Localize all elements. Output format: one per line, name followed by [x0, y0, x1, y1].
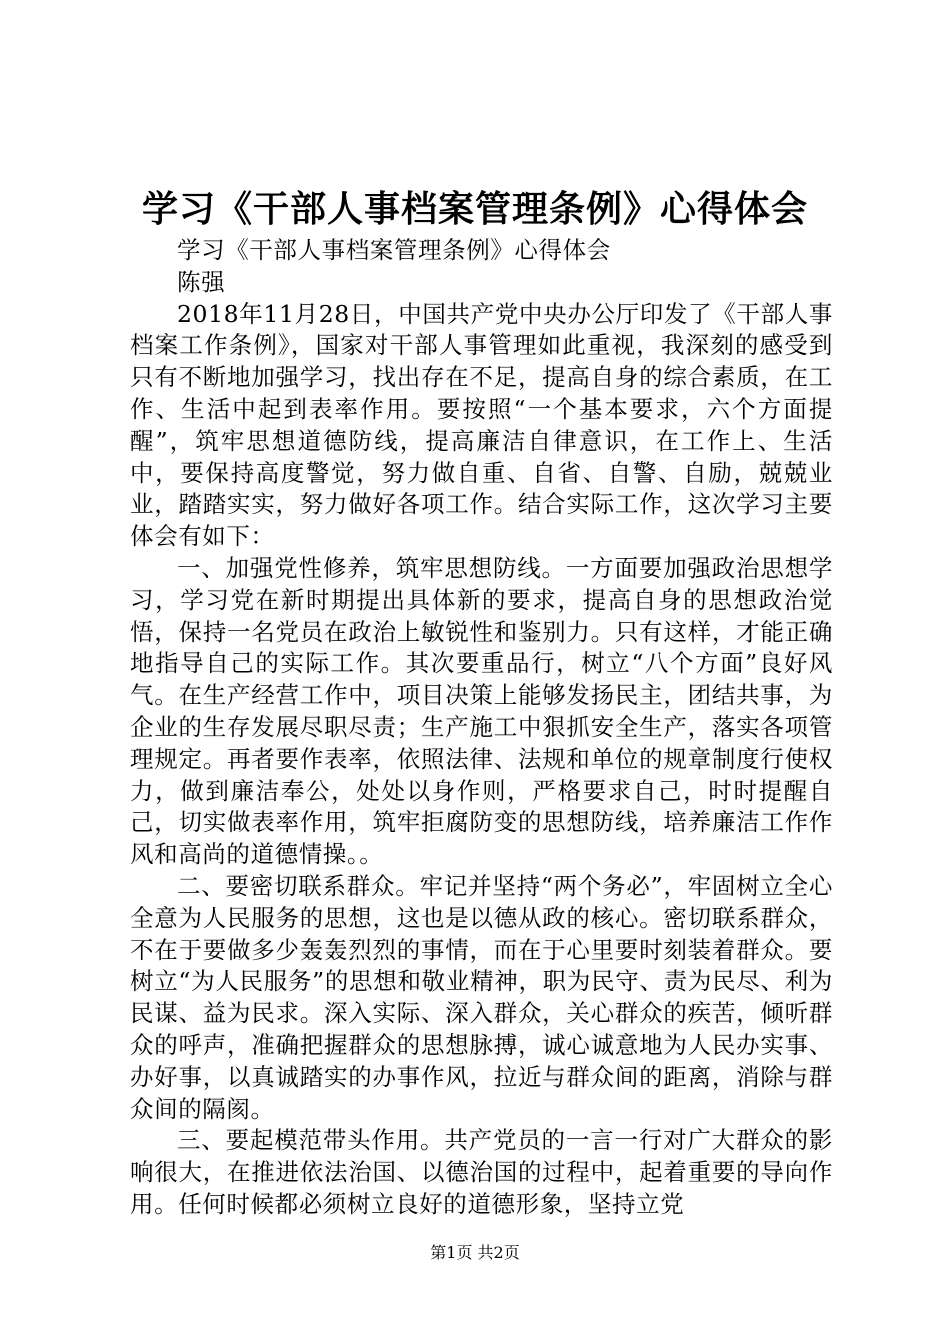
document-body [130, 235, 833, 1221]
intro-paragraph: 2018年11月28日，中国共产党中央办公厅印发了《干部人事档案工作条例》，国家对干部人事管理如此重视，我深刻的感受到只有不断地加强学习，找出存在不足，提高自身的综合素质，在工作、生活中起到表率作用。要按照“一个基本要求，六个方面提醒”，筑牢思想道德防线，提高廉洁自律意识，在工作上、生活中，要保持高度警觉，努力做自重、自省、自警、自励，兢兢业业，踏踏实实，努力做好各项工作。结合实际工作，这次学习主要体会有如下： [130, 299, 833, 551]
page-number-footer: 第1页 共2页 [430, 1243, 520, 1262]
section-three-paragraph: 三、要起模范带头作用。共产党员的一言一行对广大群众的影响很大，在推进依法治国、以德治国的过程中，起着重要的导向作用。任何时候都必须树立良好的道德形象，坚持立党 [130, 1126, 833, 1218]
document-title: 学习《干部人事档案管理条例》心得体会 [141, 189, 808, 230]
author-paragraph: 陈强 [177, 267, 226, 296]
subtitle-paragraph: 学习《干部人事档案管理条例》心得体会 [177, 236, 611, 264]
section-two-paragraph: 二、要密切联系群众。牢记并坚持“两个务必”，牢固树立全心全意为人民服务的思想，这也是以德从政的核心。密切联系群众，不在于要做多少轰轰烈烈的事情，而在于心里要时刻装着群众。要树立“为人民服务”的思想和敬业精神，职为民守、责为民尽、利为民谋、益为民求。深入实际、深入群众，关心群众的疾苦，倾听群众的呼声，准确把握群众的思想脉搏，诚心诚意地为人民办实事、办好事，以真诚踏实的办事作风，拉近与群众间的距离，消除与群众间的隔阂。 [130, 871, 833, 1123]
section-one-paragraph: 一、加强党性修养，筑牢思想防线。一方面要加强政治思想学习，学习党在新时期提出具体新的要求，提高自身的思想政治觉悟，保持一名党员在政治上敏锐性和鉴别力。只有这样，才能正确地指导自己的实际工作。其次要重品行，树立“八个方面”良好风气。在生产经营工作中，项目决策上能够发扬民主，团结共事，为企业的生存发展尽职尽责；生产施工中狠抓安全生产，落实各项管理规定。再者要作表率，依照法律、法规和单位的规章制度行使权力，做到廉洁奉公，处处以身作则，严格要求自己，时时提醒自己，切实做表率作用，筑牢拒腐防变的思想防线，培养廉洁工作作风和高尚的道德情操。。 [130, 553, 833, 869]
